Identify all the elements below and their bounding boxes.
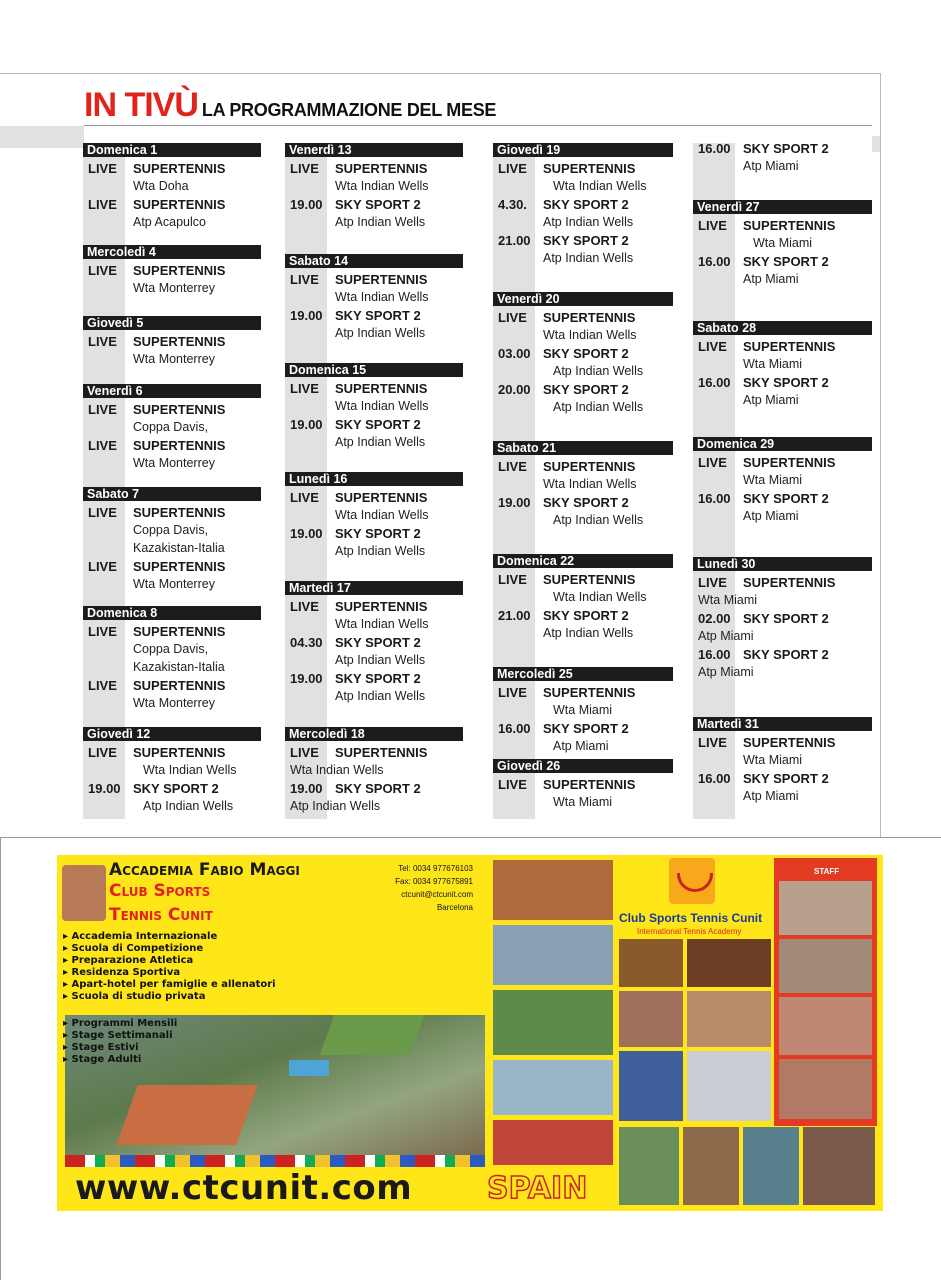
entry-time: LIVE [498,310,527,325]
entry-channel: SUPERTENNIS [133,197,226,212]
entry-channel: SUPERTENNIS [133,334,226,349]
ad-service-item: ▸ Stage Settimanali [63,1030,173,1041]
entry-time: 16.00 [498,721,531,736]
ad-service-item: ▸ Stage Adulti [63,1054,142,1065]
schedule-entry [285,161,475,193]
ad-city: Barcelona [436,903,473,912]
entry-event: Wta Miami [753,236,813,250]
entry-event: Wta Monterrey [133,577,215,591]
entry-event: Wta Indian Wells [335,399,429,413]
day-header: Giovedì 19 [493,143,673,157]
entry-event: Atp Indian Wells [290,799,381,813]
entry-channel: SKY SPORT 2 [543,608,629,623]
title-rule [84,125,872,126]
entry-time: LIVE [88,559,117,574]
schedule-entry [693,771,883,803]
schedule-entry [693,611,883,643]
schedule-entry [693,491,883,523]
entry-channel: SUPERTENNIS [543,161,636,176]
entry-time: 16.00 [698,771,731,786]
ad-service-item: ▸ Accademia Internazionale [63,931,218,942]
section-divider [0,837,941,838]
entry-channel: SKY SPORT 2 [335,308,421,323]
advertisement [57,855,883,1211]
entry-event: Wta Indian Wells [290,763,384,777]
photo-tile [619,1051,683,1121]
entry-time: LIVE [290,161,319,176]
photo-tile [493,1120,613,1165]
entry-time: LIVE [498,459,527,474]
left-rule [0,837,1,1280]
entry-event: Wta Indian Wells [553,179,647,193]
entry-time: LIVE [498,161,527,176]
entry-channel: SUPERTENNIS [743,339,836,354]
entry-event: Wta Monterrey [133,281,215,295]
schedule-entry [493,721,683,753]
schedule-entry [83,781,273,813]
day-header: Sabato 14 [285,254,463,268]
photo-tile [493,925,613,985]
entry-event: Atp Indian Wells [553,513,644,527]
schedule-entry [693,735,883,767]
ad-service-item: ▸ Stage Estivi [63,1042,139,1053]
day-header: Venerdì 27 [693,200,872,214]
entry-time: 02.00 [698,611,731,626]
ad-service-item: ▸ Apart-hotel per famiglie e allenatori [63,979,276,990]
day-header: Mercoledì 18 [285,727,463,741]
entry-event: Wta Miami [743,753,803,767]
entry-event: Atp Indian Wells [143,799,234,813]
entry-channel: SKY SPORT 2 [543,495,629,510]
entry-time: LIVE [498,685,527,700]
entry-channel: SKY SPORT 2 [543,233,629,248]
schedule-entry [285,745,475,777]
entry-channel: SKY SPORT 2 [543,382,629,397]
entry-time: LIVE [290,490,319,505]
entry-channel: SKY SPORT 2 [335,635,421,650]
entry-channel: SUPERTENNIS [133,678,226,693]
photo-tile [779,939,872,993]
entry-time: LIVE [88,678,117,693]
schedule-entry [493,161,683,193]
day-header: Sabato 28 [693,321,872,335]
photo-tile [493,990,613,1055]
pool [289,1060,329,1076]
entry-channel: SKY SPORT 2 [543,197,629,212]
photo-tile [493,860,613,920]
entry-event: Coppa Davis, [133,642,209,656]
entry-event: Atp Miami [743,159,799,173]
schedule-entry [83,505,273,555]
entry-time: LIVE [698,218,727,233]
ad-academy-name: Accademia Fabio Maggi [109,860,300,880]
flags-strip [65,1155,485,1167]
ad-tel: Tel: 0034 977676103 [398,864,473,873]
grass-field [320,1015,425,1055]
entry-event: Wta Miami [553,795,613,809]
schedule-entry [693,254,883,286]
coach-photo [62,865,106,921]
ad-club-tagline: International Tennis Academy [637,927,742,936]
page-title [84,86,496,125]
entry-time: 19.00 [290,781,323,796]
entry-event: Wta Indian Wells [553,590,647,604]
entry-event: Atp Indian Wells [335,435,426,449]
schedule-entry [83,745,273,777]
entry-channel: SKY SPORT 2 [743,771,829,786]
staff-label: STAFF [814,867,840,876]
entry-channel: SKY SPORT 2 [335,781,421,796]
schedule-entry [493,777,683,809]
entry-time: LIVE [498,777,527,792]
schedule-entry [285,417,475,449]
entry-time: LIVE [698,339,727,354]
entry-event: Wta Indian Wells [143,763,237,777]
entry-event: Wta Monterrey [133,352,215,366]
entry-event: Atp Indian Wells [543,626,634,640]
day-header: Giovedì 5 [83,316,261,330]
schedule-entry [285,781,475,813]
entry-event: Wta Indian Wells [543,328,637,342]
entry-channel: SUPERTENNIS [543,777,636,792]
entry-event: Wta Miami [743,357,803,371]
ad-country: SPAIN [487,1171,588,1206]
entry-time: 16.00 [698,491,731,506]
entry-event: Atp Miami [743,789,799,803]
entry-event: Atp Miami [553,739,609,753]
entry-channel: SUPERTENNIS [335,381,428,396]
entry-event: Atp Indian Wells [335,215,426,229]
schedule-entry [693,218,883,250]
entry-channel: SUPERTENNIS [543,310,636,325]
entry-channel: SUPERTENNIS [133,559,226,574]
schedule-entry [493,572,683,604]
entry-event: Wta Miami [553,703,613,717]
ad-club-line1: Club Sports [109,881,211,901]
entry-time: 19.00 [498,495,531,510]
schedule-entry [285,197,475,229]
entry-time: 16.00 [698,375,731,390]
entry-channel: SUPERTENNIS [543,572,636,587]
entry-event: Atp Indian Wells [335,689,426,703]
entry-event: Wta Indian Wells [335,179,429,193]
schedule-entry [493,382,683,414]
day-header: Domenica 1 [83,143,261,157]
entry-event: Atp Indian Wells [335,326,426,340]
schedule-entry [493,346,683,378]
entry-channel: SUPERTENNIS [335,272,428,287]
entry-time: LIVE [88,197,117,212]
schedule-entry [285,526,475,558]
entry-channel: SKY SPORT 2 [743,611,829,626]
day-header: Giovedì 26 [493,759,673,773]
photo-tile [687,1051,771,1121]
day-header: Domenica 22 [493,554,673,568]
entry-event: Kazakistan-Italia [133,541,225,555]
entry-time: 19.00 [290,671,323,686]
schedule-entry [83,161,273,193]
photo-tile [743,1127,799,1205]
title-main: IN TIVÙ [84,86,198,124]
entry-channel: SUPERTENNIS [133,161,226,176]
schedule-entry [493,495,683,527]
entry-event: Atp Indian Wells [543,215,634,229]
photo-tile [493,1060,613,1115]
schedule-entry [693,375,883,407]
entry-event: Wta Indian Wells [335,290,429,304]
entry-time: 20.00 [498,382,531,397]
ad-url[interactable]: www.ctcunit.com [75,1168,413,1208]
entry-channel: SKY SPORT 2 [335,526,421,541]
entry-channel: SKY SPORT 2 [743,141,829,156]
photo-tile [687,991,771,1047]
entry-event: Atp Indian Wells [335,544,426,558]
schedule-entry [285,490,475,522]
day-header: Sabato 21 [493,441,673,455]
day-header: Mercoledì 4 [83,245,261,259]
title-subtitle: LA PROGRAMMAZIONE DEL MESE [201,100,497,120]
header-grey-bar [0,126,84,148]
entry-channel: SKY SPORT 2 [743,647,829,662]
entry-time: LIVE [88,505,117,520]
entry-time: LIVE [88,438,117,453]
entry-event: Wta Doha [133,179,189,193]
entry-time: 16.00 [698,141,731,156]
entry-time: 4.30. [498,197,527,212]
entry-time: LIVE [290,272,319,287]
entry-channel: SUPERTENNIS [133,263,226,278]
schedule-entry [83,197,273,229]
ad-fax: Fax: 0034 977675891 [395,877,473,886]
entry-channel: SKY SPORT 2 [543,721,629,736]
schedule-entry [693,141,883,173]
entry-time: LIVE [88,624,117,639]
schedule-entry [493,459,683,491]
entry-event: Atp Acapulco [133,215,206,229]
day-header: Venerdì 20 [493,292,673,306]
entry-event: Coppa Davis, [133,420,209,434]
day-header: Domenica 15 [285,363,463,377]
ad-club-name: Club Sports Tennis Cunit [619,911,763,925]
entry-channel: SUPERTENNIS [335,161,428,176]
entry-channel: SUPERTENNIS [133,438,226,453]
entry-event: Atp Indian Wells [543,251,634,265]
ad-service-item: ▸ Scuola di Competizione [63,943,204,954]
schedule-entry [83,402,273,434]
entry-channel: SUPERTENNIS [133,402,226,417]
photo-tile [619,1127,679,1205]
entry-channel: SKY SPORT 2 [543,346,629,361]
entry-channel: SUPERTENNIS [743,455,836,470]
schedule-entry [493,685,683,717]
entry-channel: SUPERTENNIS [543,459,636,474]
entry-time: LIVE [290,599,319,614]
entry-channel: SKY SPORT 2 [335,417,421,432]
entry-channel: SUPERTENNIS [743,218,836,233]
entry-channel: SUPERTENNIS [743,735,836,750]
entry-event: Wta Indian Wells [335,508,429,522]
schedule-entry [693,575,883,607]
entry-time: 16.00 [698,647,731,662]
photo-tile [779,881,872,935]
entry-channel: SUPERTENNIS [133,624,226,639]
entry-time: LIVE [88,402,117,417]
entry-time: 21.00 [498,233,531,248]
day-header: Domenica 29 [693,437,872,451]
entry-time: 04.30 [290,635,323,650]
schedule-entry [285,635,475,667]
schedule-entry [693,339,883,371]
schedule-entry [493,197,683,229]
entry-event: Atp Miami [743,272,799,286]
entry-event: Wta Miami [743,473,803,487]
entry-time: 21.00 [498,608,531,623]
entry-event: Wta Indian Wells [335,617,429,631]
entry-time: LIVE [88,745,117,760]
ad-service-item: ▸ Programmi Mensili [63,1018,178,1029]
day-header: Giovedì 12 [83,727,261,741]
entry-event: Wta Miami [698,593,758,607]
entry-event: Wta Monterrey [133,696,215,710]
schedule-entry [285,599,475,631]
photo-tile [619,939,683,987]
schedule-entry [285,272,475,304]
photo-tile [803,1127,875,1205]
schedule-entry [693,647,883,679]
entry-event: Atp Indian Wells [553,400,644,414]
schedule-entry [83,334,273,366]
entry-channel: SUPERTENNIS [335,745,428,760]
entry-channel: SUPERTENNIS [335,599,428,614]
entry-time: 19.00 [290,308,323,323]
entry-channel: SKY SPORT 2 [335,197,421,212]
top-rule [0,73,881,74]
clay-courts [116,1085,258,1145]
schedule-entry [693,455,883,487]
day-header: Lunedì 16 [285,472,463,486]
schedule-entry [83,678,273,710]
schedule-entry [285,308,475,340]
photo-tile [687,939,771,987]
entry-channel: SKY SPORT 2 [335,671,421,686]
entry-channel: SUPERTENNIS [133,745,226,760]
entry-event: Kazakistan-Italia [133,660,225,674]
schedule-entry [83,624,273,674]
entry-event: Atp Miami [698,629,754,643]
ad-email: ctcunit@ctcunit.com [401,890,473,899]
ad-club-line2: Tennis Cunit [109,905,213,925]
ad-service-item: ▸ Residenza Sportiva [63,967,181,978]
entry-channel: SUPERTENNIS [133,505,226,520]
schedule-entry [285,381,475,413]
day-header: Venerdì 6 [83,384,261,398]
entry-time: 16.00 [698,254,731,269]
entry-time: 03.00 [498,346,531,361]
entry-channel: SUPERTENNIS [543,685,636,700]
schedule-entry [83,263,273,295]
entry-channel: SKY SPORT 2 [133,781,219,796]
entry-time: LIVE [698,575,727,590]
ad-service-item: ▸ Preparazione Atletica [63,955,194,966]
schedule-entry [285,671,475,703]
photo-tile [619,991,683,1047]
entry-time: 19.00 [290,417,323,432]
entry-event: Atp Indian Wells [553,364,644,378]
schedule-entry [493,233,683,265]
day-header: Venerdì 13 [285,143,463,157]
entry-event: Atp Miami [743,393,799,407]
schedule-entry [83,438,273,470]
entry-channel: SKY SPORT 2 [743,254,829,269]
photo-tile [683,1127,739,1205]
entry-event: Atp Miami [743,509,799,523]
schedule-entry [83,559,273,591]
ad-service-item: ▸ Scuola di studio privata [63,991,206,1002]
schedule-entry [493,310,683,342]
entry-time: 19.00 [88,781,121,796]
entry-time: 19.00 [290,197,323,212]
entry-event: Wta Indian Wells [543,477,637,491]
entry-time: LIVE [290,745,319,760]
day-header: Lunedì 30 [693,557,872,571]
entry-event: Wta Monterrey [133,456,215,470]
day-header: Domenica 8 [83,606,261,620]
entry-channel: SUPERTENNIS [335,490,428,505]
entry-time: 19.00 [290,526,323,541]
entry-time: LIVE [88,161,117,176]
entry-channel: SKY SPORT 2 [743,491,829,506]
entry-time: LIVE [88,263,117,278]
day-header: Sabato 7 [83,487,261,501]
entry-time: LIVE [498,572,527,587]
entry-event: Atp Indian Wells [335,653,426,667]
entry-time: LIVE [698,455,727,470]
entry-channel: SKY SPORT 2 [743,375,829,390]
entry-event: Atp Miami [698,665,754,679]
entry-time: LIVE [88,334,117,349]
entry-time: LIVE [290,381,319,396]
photo-tile [779,997,872,1055]
day-header: Martedì 17 [285,581,463,595]
photo-tile [779,1059,872,1119]
schedule-entry [493,608,683,640]
day-header: Martedì 31 [693,717,872,731]
entry-time: LIVE [698,735,727,750]
entry-channel: SUPERTENNIS [743,575,836,590]
entry-event: Coppa Davis, [133,523,209,537]
day-header: Mercoledì 25 [493,667,673,681]
